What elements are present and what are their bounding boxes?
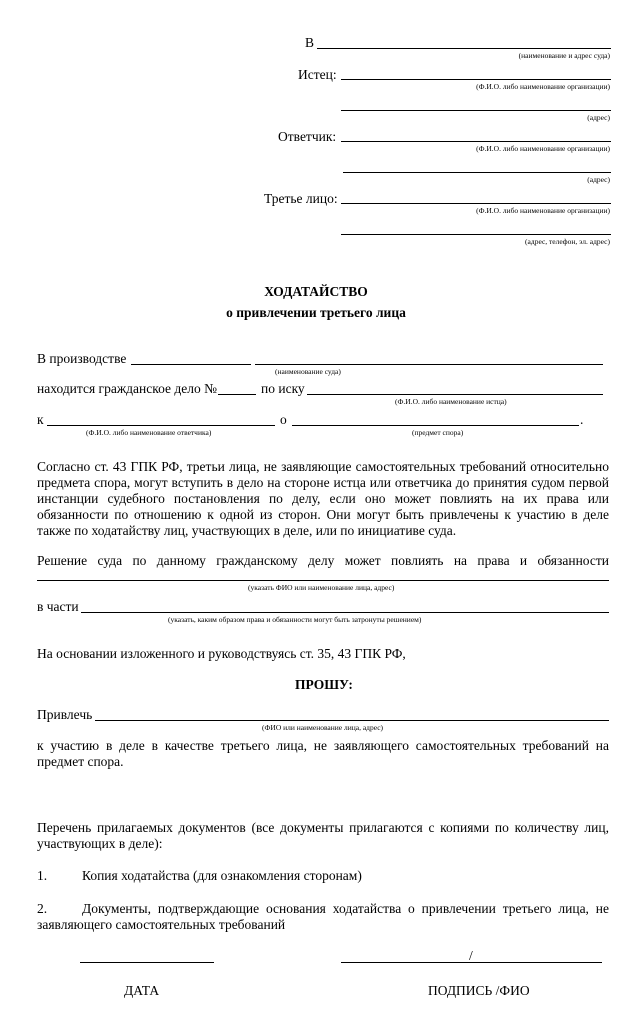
third-party-caption: (Ф.И.О. либо наименование организации): [476, 206, 610, 215]
plaintiff-address-line[interactable]: [341, 110, 611, 111]
defendant-label: Ответчик:: [278, 129, 337, 144]
court-caption: (наименование и адрес суда): [518, 51, 610, 60]
dispute-subject-caption: (предмет спора): [412, 428, 464, 437]
affected-person-line[interactable]: [37, 580, 609, 581]
defendant-name-caption: (Ф.И.О. либо наименование ответчика): [86, 428, 212, 437]
affected-part-line[interactable]: [81, 612, 609, 613]
dispute-subject-line[interactable]: [292, 425, 579, 426]
attachments-intro: Перечень прилагаемых документов (все документы прилагаются с копиями по количеству лиц, участвующих в деле):: [37, 820, 609, 851]
signature-label: ПОДПИСЬ /ФИО: [428, 983, 530, 998]
third-party-address-caption: (адрес, телефон, эл. адрес): [525, 237, 610, 246]
third-party-address-line[interactable]: [341, 234, 611, 235]
legal-basis-text: На основании изложенного и руководствуясь ст. 35, 43 ГПК РФ,: [37, 646, 406, 661]
date-label: ДАТА: [124, 983, 160, 998]
attachment-item-2: Документы, подтверждающие основания ходатайства о привлечении третьего лица, не заявляющего самостоятельных требований: [37, 901, 609, 932]
affected-part-caption: (указать, каким образом права и обязанности могут быть затронуты решением): [168, 615, 422, 624]
about-label: о: [280, 412, 287, 427]
defendant-address-caption: (адрес): [587, 175, 610, 184]
request-heading: ПРОШУ:: [295, 677, 353, 692]
plaintiff-address-caption: (адрес): [587, 113, 610, 122]
involve-person-line[interactable]: [95, 720, 609, 721]
plaintiff-name-line[interactable]: [307, 394, 603, 395]
attachment-item-2-block: [37, 901, 609, 933]
court-name-line-short[interactable]: [131, 364, 251, 365]
end-dot: .: [580, 412, 584, 427]
third-party-field-line[interactable]: [341, 203, 611, 204]
involve-paragraph: к участию в деле в качестве третьего лица, не заявляющего самостоятельных требований на предмет спора.: [37, 738, 609, 769]
part-label: в части: [37, 599, 79, 614]
third-party-label: Третье лицо:: [264, 191, 338, 206]
defendant-field-line[interactable]: [341, 141, 611, 142]
defendant-address-line[interactable]: [343, 172, 611, 173]
plaintiff-label: Истец:: [298, 67, 337, 82]
attachment-item-1: Копия ходатайства (для ознакомления сторонам): [82, 868, 362, 883]
to-label: к: [37, 412, 44, 427]
document-title: ХОДАТАЙСТВО: [264, 284, 368, 299]
court-name-line[interactable]: [255, 364, 603, 365]
case-number-line[interactable]: [218, 394, 256, 395]
court-prefix: В: [305, 35, 315, 50]
article-43-paragraph: Согласно ст. 43 ГПК РФ, третьи лица, не заявляющие самостоятельных требований относительно предмета спора, могут вступить в дело на стороне истца или ответчика до принятия судом первой инстанции судебного постановления по делу, если оно может повлиять на их права или обязанности по отношению к одной из сторон. Они могут быть привлечены к участию в деле также по ходатайству лиц, участвующих в деле, или по инициативе суда.: [37, 459, 609, 538]
involve-person-caption: (ФИО или наименование лица, адрес): [262, 723, 384, 732]
court-name-caption: (наименование суда): [275, 367, 341, 376]
affected-person-caption: (указать ФИО или наименование лица, адрес): [248, 583, 395, 592]
claim-label: по иску: [261, 381, 305, 396]
plaintiff-caption: (Ф.И.О. либо наименование организации): [476, 82, 610, 91]
attachment-number-1: 1.: [37, 868, 48, 883]
defendant-caption: (Ф.И.О. либо наименование организации): [476, 144, 610, 153]
proceeding-label: В производстве: [37, 351, 127, 366]
case-number-label: находится гражданское дело №: [37, 381, 217, 396]
plaintiff-field-line[interactable]: [341, 79, 611, 80]
signature-slash: /: [469, 948, 473, 963]
document-subtitle: о привлечении третьего лица: [226, 305, 406, 320]
involve-label: Привлечь: [37, 707, 93, 722]
court-field-line[interactable]: [317, 48, 611, 49]
decision-impact-paragraph: Решение суда по данному гражданскому делу может повлиять на права и обязанности: [37, 553, 609, 568]
plaintiff-name-caption: (Ф.И.О. либо наименование истца): [395, 397, 507, 406]
attachment-number-2-text: 2.: [37, 901, 48, 916]
defendant-name-line[interactable]: [47, 425, 275, 426]
date-line[interactable]: [80, 962, 214, 963]
